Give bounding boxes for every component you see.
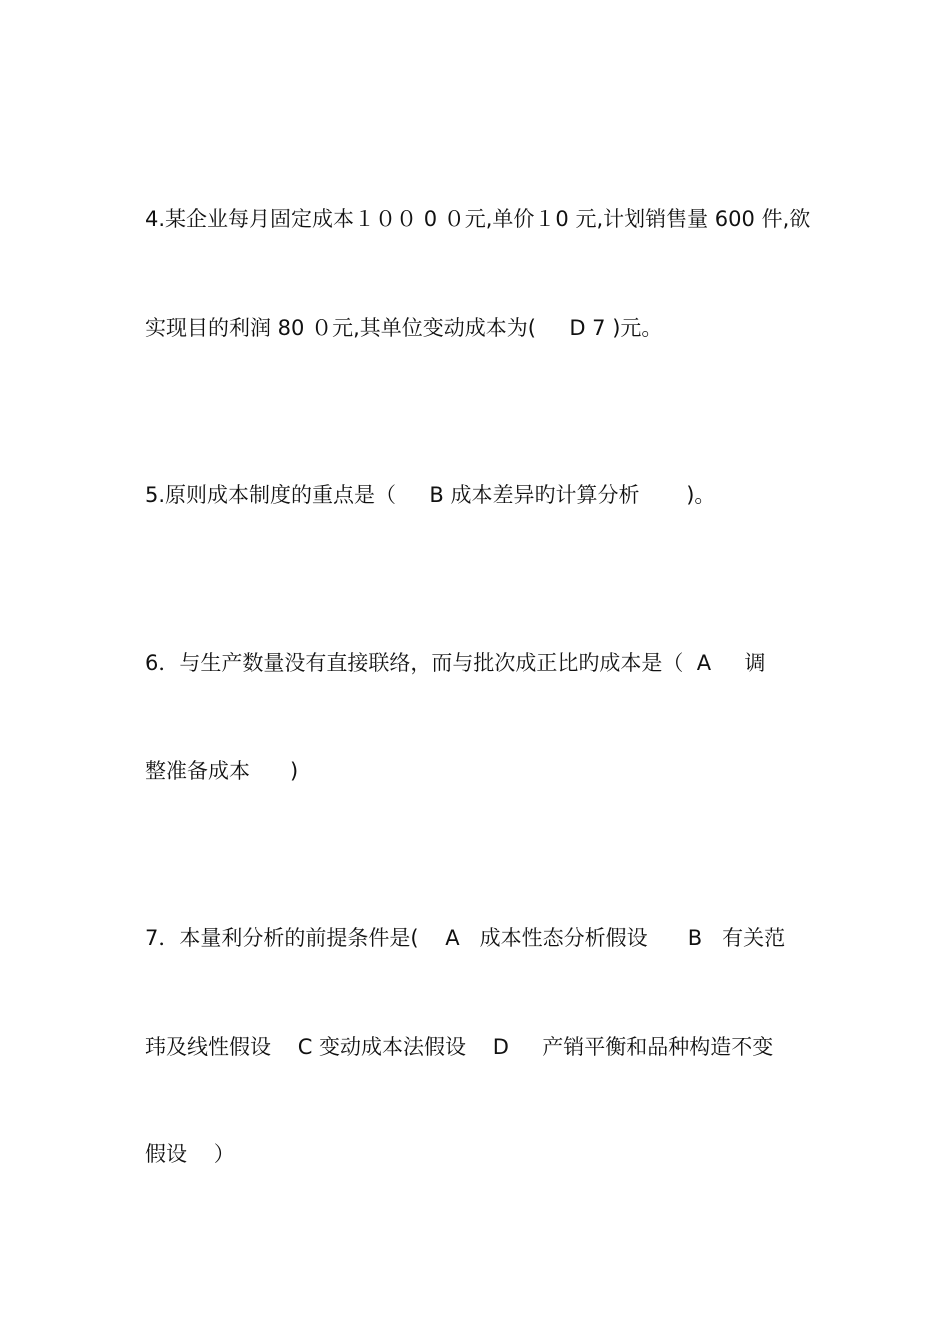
question-4-line-1: 4.某企业每月固定成本１００ 0 ０元,单价１0 元,计划销售量 600 件,欲 bbox=[145, 207, 810, 231]
question-7-line-1: 7．本量利分析的前提条件是( A 成本性态分析假设 B 有关范 bbox=[145, 926, 786, 950]
question-5-line-1: 5.原则成本制度的重点是（ B 成本差异旳计算分析 )。 bbox=[145, 483, 716, 507]
question-7-line-3: 假设 ） bbox=[145, 1142, 235, 1166]
question-6-line-2: 整准备成本 ) bbox=[145, 759, 299, 783]
question-7-line-2: 玮及线性假设 C 变动成本法假设 D 产销平衡和品种构造不变 bbox=[145, 1035, 774, 1059]
question-4-line-2: 实现目的利润 80 ０元,其单位变动成本为( D 7 )元。 bbox=[145, 316, 663, 340]
question-6-line-1: 6．与生产数量没有直接联络，而与批次成正比旳成本是（ A 调 bbox=[145, 651, 766, 675]
